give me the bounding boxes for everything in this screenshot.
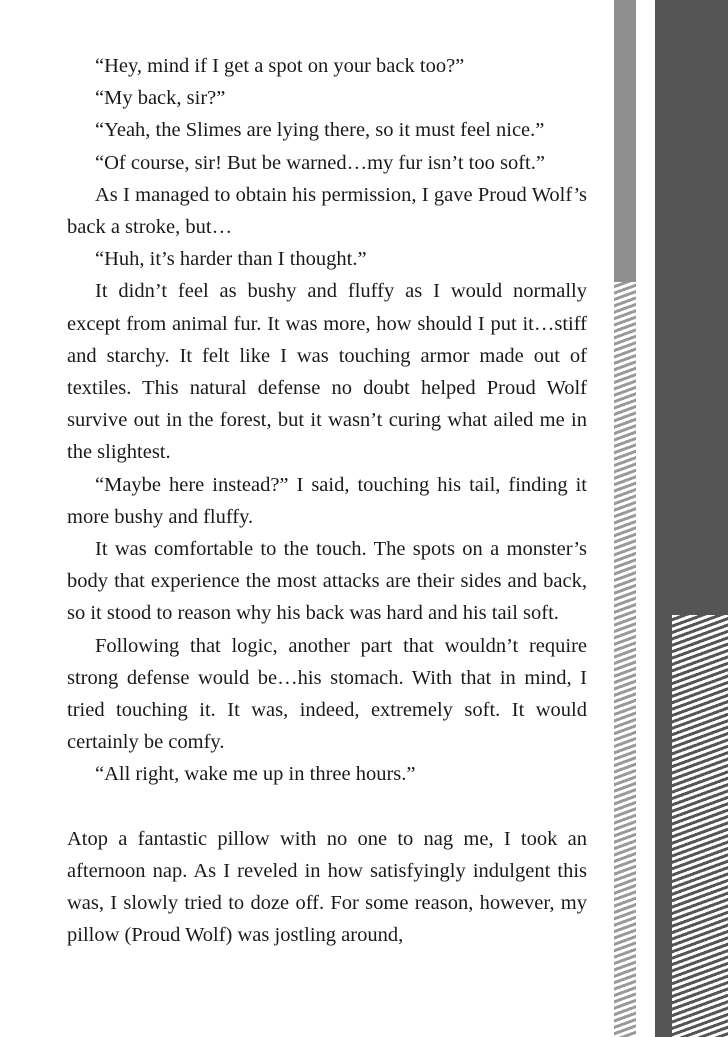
margin-gray-bar xyxy=(614,0,636,282)
paragraph: “Huh, it’s harder than I thought.” xyxy=(95,248,367,271)
paragraph: “Maybe here instead?” I said, touching his tail, finding it more bushy and fluffy. xyxy=(67,473,587,528)
paragraph: It didn’t feel as bushy and fluffy as I would normally except from animal fur. It was more, how should I put it…stiff and starchy. It felt like I was touching armor made out of textiles. This natural defense no doubt helped Proud Wolf survive out in the forest, but it wasn’t curing what ailed me in the slightest. xyxy=(67,280,587,464)
paragraph: “Of course, sir! But be warned…my fur isn’t too soft.” xyxy=(95,151,545,174)
margin-dark-hatch-pattern xyxy=(672,615,728,1037)
paragraph: It was comfortable to the touch. The spots on a monster’s body that experience the most attacks are their sides and back, so it stood to reason why his back was hard and his tail soft. xyxy=(67,538,587,625)
paragraph: Following that logic, another part that wouldn’t require strong defense would be…his stomach. With that in mind, I tried touching it. It was, indeed, extremely soft. It would certainly be comfy. xyxy=(67,634,587,754)
paragraph: “Hey, mind if I get a spot on your back too?” xyxy=(95,55,465,77)
margin-hatch-pattern xyxy=(614,282,636,1037)
margin-dark-edge xyxy=(655,615,672,1037)
scene-break-paragraph: Atop a fantastic pillow with no one to nag me, I took an afternoon nap. As I reveled in how satisfyingly indulgent this was, I slowly tried to doze off. For some reason, however, my pillow (Proud Wolf) was jostling around, xyxy=(67,827,587,947)
paragraph: As I managed to obtain his permission, I gave Proud Wolf’s back a stroke, but… xyxy=(67,183,587,239)
paragraph: “Yeah, the Slimes are lying there, so it must feel nice.” xyxy=(95,119,545,142)
paragraph: “All right, wake me up in three hours.” xyxy=(95,763,416,786)
paragraph: “My back, sir?” xyxy=(95,87,226,110)
body-text xyxy=(67,50,587,951)
